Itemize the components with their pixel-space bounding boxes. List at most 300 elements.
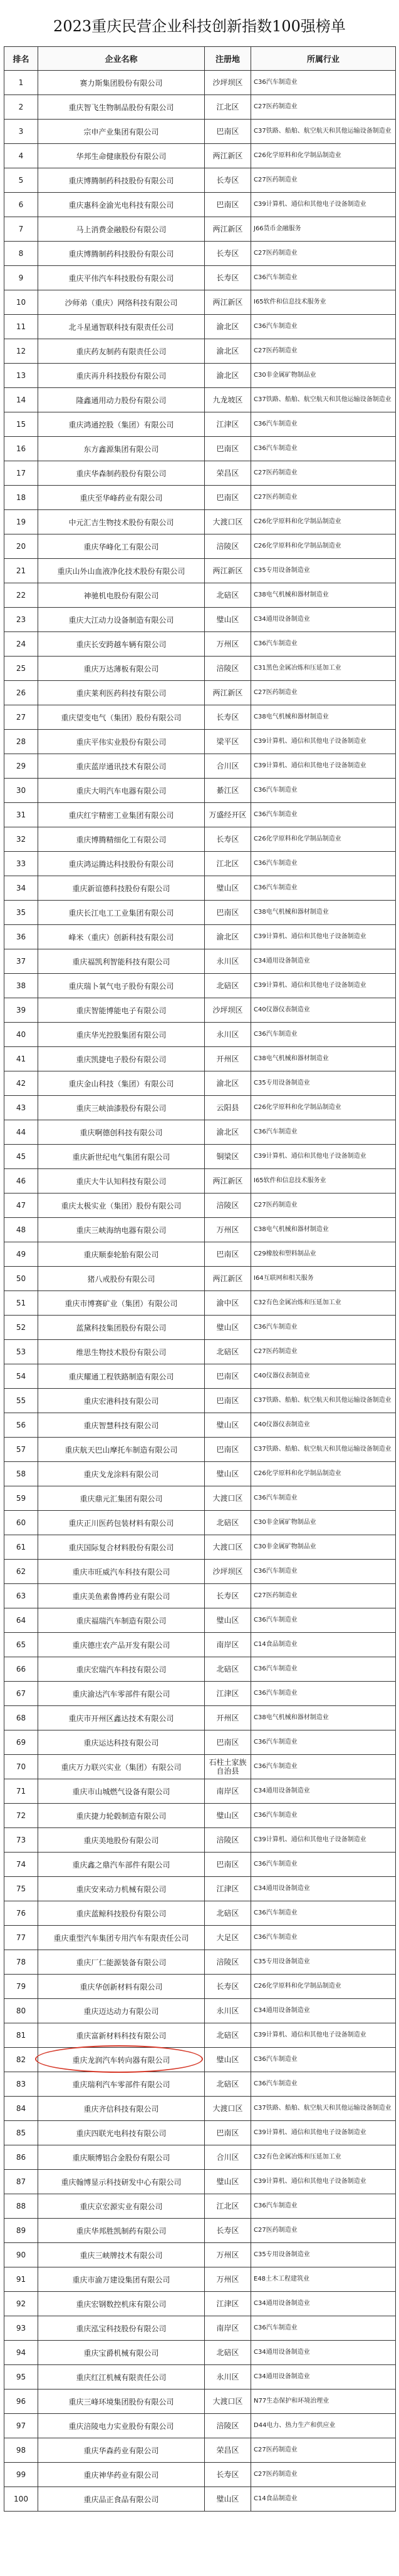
district-cell: 璧山区 bbox=[205, 2048, 251, 2072]
district-cell: 长寿区 bbox=[205, 266, 251, 290]
table-row bbox=[4, 339, 396, 364]
district-cell: 璧山区 bbox=[205, 1608, 251, 1633]
company-name-cell: 重庆翰博显示科技研发中心有限公司 bbox=[38, 2170, 205, 2194]
industry-cell: C26化学原料和化学制品制造业 bbox=[251, 1462, 396, 1486]
district-cell: 璧山区 bbox=[205, 608, 251, 632]
district-cell: 永川区 bbox=[205, 1999, 251, 2023]
table-row bbox=[4, 2097, 396, 2121]
rank-cell: 77 bbox=[4, 1926, 38, 1950]
company-name-cell: 中元汇吉生物技术股份有限公司 bbox=[38, 510, 205, 534]
district-cell: 荣昌区 bbox=[205, 461, 251, 486]
district-cell: 南岸区 bbox=[205, 1633, 251, 1657]
table-row bbox=[4, 1193, 396, 1218]
district-cell: 渝北区 bbox=[205, 364, 251, 388]
rank-cell: 30 bbox=[4, 779, 38, 803]
industry-cell: C39计算机、通信和其他电子设备制造业 bbox=[251, 2023, 396, 2048]
industry-cell: C27医药制造业 bbox=[251, 2438, 396, 2463]
table-row bbox=[4, 1291, 396, 1316]
district-cell: 巴南区 bbox=[205, 1389, 251, 1413]
header-industry: 所属行业 bbox=[251, 47, 396, 71]
industry-cell: C30非金属矿物制品业 bbox=[251, 1511, 396, 1535]
district-cell: 巴南区 bbox=[205, 1364, 251, 1389]
district-cell: 大渡口区 bbox=[205, 2389, 251, 2414]
industry-cell: C27医药制造业 bbox=[251, 242, 396, 266]
district-cell: 涪陵区 bbox=[205, 1828, 251, 1853]
rank-cell: 18 bbox=[4, 486, 38, 510]
company-name-cell: 重庆涪陵电力实业股份有限公司 bbox=[38, 2414, 205, 2438]
rank-cell: 24 bbox=[4, 632, 38, 657]
district-cell: 璧山区 bbox=[205, 1316, 251, 1340]
header-rank: 排名 bbox=[4, 47, 38, 71]
rank-cell: 98 bbox=[4, 2438, 38, 2463]
rank-cell: 85 bbox=[4, 2121, 38, 2145]
company-name-cell: 隆鑫通用动力股份有限公司 bbox=[38, 388, 205, 412]
rank-cell: 14 bbox=[4, 388, 38, 412]
rank-cell: 47 bbox=[4, 1193, 38, 1218]
rank-cell: 53 bbox=[4, 1340, 38, 1364]
table-row bbox=[4, 2487, 396, 2512]
rank-cell: 64 bbox=[4, 1608, 38, 1633]
table-row bbox=[4, 1950, 396, 1975]
industry-cell: C14食品制造业 bbox=[251, 2487, 396, 2512]
industry-cell: C36汽车制造业 bbox=[251, 412, 396, 437]
table-row bbox=[4, 1633, 396, 1657]
industry-cell: C37铁路、船舶、航空航天和其他运输设备制造业 bbox=[251, 2097, 396, 2121]
rank-cell: 28 bbox=[4, 730, 38, 754]
industry-cell: C26化学原料和化学制品制造业 bbox=[251, 510, 396, 534]
company-name-cell: 重庆顺博铝合金股份有限公司 bbox=[38, 2145, 205, 2170]
industry-cell: C39计算机、通信和其他电子设备制造业 bbox=[251, 974, 396, 998]
district-cell: 巴南区 bbox=[205, 2121, 251, 2145]
rank-cell: 91 bbox=[4, 2267, 38, 2292]
rank-cell: 84 bbox=[4, 2097, 38, 2121]
company-name-cell: 重庆平伟汽车科技股份有限公司 bbox=[38, 266, 205, 290]
table-row bbox=[4, 1828, 396, 1853]
industry-cell: C30非金属矿物制品业 bbox=[251, 1535, 396, 1560]
table-row bbox=[4, 1511, 396, 1535]
district-cell: 渝北区 bbox=[205, 925, 251, 949]
table-row bbox=[4, 925, 396, 949]
rank-cell: 78 bbox=[4, 1950, 38, 1975]
table-row bbox=[4, 364, 396, 388]
table-row bbox=[4, 998, 396, 1023]
industry-cell: C40仪器仪表制造业 bbox=[251, 998, 396, 1023]
rank-cell: 19 bbox=[4, 510, 38, 534]
rank-cell: 8 bbox=[4, 242, 38, 266]
company-name-cell: 沙师弟（重庆）网络科技有限公司 bbox=[38, 290, 205, 315]
district-cell: 永川区 bbox=[205, 2365, 251, 2389]
company-name-cell: 重庆宝爵机械有限公司 bbox=[38, 2341, 205, 2365]
district-cell: 合川区 bbox=[205, 754, 251, 779]
company-name-cell: 马上消费金融股份有限公司 bbox=[38, 217, 205, 242]
district-cell: 璧山区 bbox=[205, 2487, 251, 2512]
industry-cell: C27医药制造业 bbox=[251, 461, 396, 486]
company-name-cell: 重庆鸿运腾达科技股份有限公司 bbox=[38, 852, 205, 876]
company-name-cell: 重庆新世纪电气集团有限公司 bbox=[38, 1145, 205, 1169]
industry-cell: C27医药制造业 bbox=[251, 95, 396, 120]
rank-cell: 16 bbox=[4, 437, 38, 461]
industry-cell: C29橡胶和塑料制品业 bbox=[251, 1242, 396, 1267]
rank-cell: 70 bbox=[4, 1755, 38, 1779]
industry-cell: C36汽车制造业 bbox=[251, 852, 396, 876]
company-name-cell: 重庆莱利医药科技有限公司 bbox=[38, 681, 205, 705]
company-name-cell: 重庆长江电工工业集团有限公司 bbox=[38, 901, 205, 925]
company-name-cell: 重庆瑞卜氧气电子股份有限公司 bbox=[38, 974, 205, 998]
table-row bbox=[4, 657, 396, 681]
rank-cell: 43 bbox=[4, 1096, 38, 1120]
district-cell: 沙坪坝区 bbox=[205, 71, 251, 95]
industry-cell: C36汽车制造业 bbox=[251, 1901, 396, 1926]
rank-cell: 51 bbox=[4, 1291, 38, 1316]
rank-cell: 23 bbox=[4, 608, 38, 632]
table-row bbox=[4, 217, 396, 242]
company-name-cell: 重庆博腾精细化工有限公司 bbox=[38, 827, 205, 852]
district-cell: 万州区 bbox=[205, 2243, 251, 2267]
rank-cell: 83 bbox=[4, 2072, 38, 2097]
company-name-cell: 重庆华峰化工有限公司 bbox=[38, 534, 205, 559]
rank-cell: 27 bbox=[4, 705, 38, 730]
rank-cell: 100 bbox=[4, 2487, 38, 2512]
industry-cell: C27医药制造业 bbox=[251, 2219, 396, 2243]
company-name-cell: 重庆品正食品有限公司 bbox=[38, 2487, 205, 2512]
rank-cell: 62 bbox=[4, 1560, 38, 1584]
rank-cell: 59 bbox=[4, 1486, 38, 1511]
company-name-cell: 重庆京宏源实业有限公司 bbox=[38, 2194, 205, 2219]
table-header-row bbox=[4, 47, 396, 71]
company-name-cell: 重庆市开州区鑫达技术有限公司 bbox=[38, 1706, 205, 1730]
rank-cell: 92 bbox=[4, 2292, 38, 2316]
district-cell: 长寿区 bbox=[205, 242, 251, 266]
rank-cell: 33 bbox=[4, 852, 38, 876]
table-row bbox=[4, 1242, 396, 1267]
company-name-cell: 重庆博腾制药科技股份有限公司 bbox=[38, 242, 205, 266]
rank-cell: 13 bbox=[4, 364, 38, 388]
company-name-cell: 重庆博腾制药科技股份有限公司 bbox=[38, 168, 205, 193]
table-row bbox=[4, 1120, 396, 1145]
table-row bbox=[4, 388, 396, 412]
district-cell: 南岸区 bbox=[205, 1779, 251, 1804]
district-cell: 北碚区 bbox=[205, 1511, 251, 1535]
company-name-cell: 神驰机电股份有限公司 bbox=[38, 583, 205, 608]
industry-cell: C27医药制造业 bbox=[251, 1584, 396, 1608]
table-row bbox=[4, 1316, 396, 1340]
table-row bbox=[4, 1682, 396, 1706]
table-row bbox=[4, 949, 396, 974]
company-name-cell: 重庆再升科技股份有限公司 bbox=[38, 364, 205, 388]
company-name-cell: 重庆大牛认知科技有限公司 bbox=[38, 1169, 205, 1193]
company-name-cell: 重庆戈龙涂料有限公司 bbox=[38, 1462, 205, 1486]
table-row bbox=[4, 1706, 396, 1730]
rank-cell: 45 bbox=[4, 1145, 38, 1169]
rank-cell: 22 bbox=[4, 583, 38, 608]
industry-cell: C40仪器仪表制造业 bbox=[251, 1413, 396, 1438]
table-row bbox=[4, 1023, 396, 1047]
industry-cell: C27医药制造业 bbox=[251, 1340, 396, 1364]
company-name-cell: 重庆华创新材料有限公司 bbox=[38, 1975, 205, 1999]
industry-cell: C36汽车制造业 bbox=[251, 1682, 396, 1706]
company-name-cell: 重庆智慧科技有限公司 bbox=[38, 1413, 205, 1438]
table-row bbox=[4, 2194, 396, 2219]
table-row bbox=[4, 1584, 396, 1608]
rank-cell: 79 bbox=[4, 1975, 38, 1999]
rank-cell: 73 bbox=[4, 1828, 38, 1853]
industry-cell: C36汽车制造业 bbox=[251, 1755, 396, 1779]
industry-cell: C32有色金属冶炼和压延加工业 bbox=[251, 1291, 396, 1316]
table-row bbox=[4, 193, 396, 217]
company-name-cell: 重庆美地股份有限公司 bbox=[38, 1828, 205, 1853]
industry-cell: C36汽车制造业 bbox=[251, 2194, 396, 2219]
company-name-cell: 峰米（重庆）创新科技有限公司 bbox=[38, 925, 205, 949]
industry-cell: C36汽车制造业 bbox=[251, 437, 396, 461]
company-name-cell: 重庆凯捷电子股份有限公司 bbox=[38, 1047, 205, 1071]
company-name-cell: 重庆市博赛矿业（集团）有限公司 bbox=[38, 1291, 205, 1316]
industry-cell: C36汽车制造业 bbox=[251, 803, 396, 827]
industry-cell: C36汽车制造业 bbox=[251, 266, 396, 290]
district-cell: 梁平区 bbox=[205, 730, 251, 754]
rank-cell: 72 bbox=[4, 1804, 38, 1828]
rank-cell: 66 bbox=[4, 1657, 38, 1682]
industry-cell: C36汽车制造业 bbox=[251, 1023, 396, 1047]
industry-cell: C36汽车制造业 bbox=[251, 1853, 396, 1877]
table-row bbox=[4, 534, 396, 559]
company-name-cell: 重庆迈达动力有限公司 bbox=[38, 1999, 205, 2023]
table-row bbox=[4, 120, 396, 144]
industry-cell: C39计算机、通信和其他电子设备制造业 bbox=[251, 1145, 396, 1169]
rank-cell: 89 bbox=[4, 2219, 38, 2243]
company-name-cell: 重庆平伟实业股份有限公司 bbox=[38, 730, 205, 754]
table-row bbox=[4, 266, 396, 290]
industry-cell: C36汽车制造业 bbox=[251, 1730, 396, 1755]
table-row bbox=[4, 315, 396, 339]
industry-cell: C34通用设备制造业 bbox=[251, 2292, 396, 2316]
company-name-cell: 重庆耀通工程铁路制造有限公司 bbox=[38, 1364, 205, 1389]
company-name-cell: 重庆美鱼素鲁博药业有限公司 bbox=[38, 1584, 205, 1608]
table-row bbox=[4, 1901, 396, 1926]
district-cell: 荣昌区 bbox=[205, 2438, 251, 2463]
rank-cell: 6 bbox=[4, 193, 38, 217]
district-cell: 巴南区 bbox=[205, 437, 251, 461]
company-name-cell: 重庆齐信科技有限公司 bbox=[38, 2097, 205, 2121]
company-name-cell: 重庆泓宝科技股份有限公司 bbox=[38, 2316, 205, 2341]
industry-cell: C35专用设备制造业 bbox=[251, 1071, 396, 1096]
company-name-cell: 重庆药友制药有限责任公司 bbox=[38, 339, 205, 364]
industry-cell: C36汽车制造业 bbox=[251, 1608, 396, 1633]
company-name-cell: 重庆华邦胜凯制药有限公司 bbox=[38, 2219, 205, 2243]
table-row bbox=[4, 2463, 396, 2487]
company-name-cell: 重庆四联光电科技有限公司 bbox=[38, 2121, 205, 2145]
table-row bbox=[4, 1438, 396, 1462]
table-row bbox=[4, 1364, 396, 1389]
table-row bbox=[4, 779, 396, 803]
rank-cell: 52 bbox=[4, 1316, 38, 1340]
table-body bbox=[4, 71, 396, 2512]
district-cell: 北碚区 bbox=[205, 974, 251, 998]
district-cell: 南岸区 bbox=[205, 2316, 251, 2341]
company-name-cell: 重庆运达科技有限公司 bbox=[38, 1730, 205, 1755]
district-cell: 北碚区 bbox=[205, 1340, 251, 1364]
table-row bbox=[4, 290, 396, 315]
industry-cell: C27医药制造业 bbox=[251, 168, 396, 193]
district-cell: 两江新区 bbox=[205, 144, 251, 168]
district-cell: 渝北区 bbox=[205, 315, 251, 339]
rank-cell: 36 bbox=[4, 925, 38, 949]
district-cell: 渝中区 bbox=[205, 1291, 251, 1316]
industry-cell: C39计算机、通信和其他电子设备制造业 bbox=[251, 925, 396, 949]
company-name-cell: 重庆宏港科技有限公司 bbox=[38, 1389, 205, 1413]
table-row bbox=[4, 852, 396, 876]
rank-cell: 86 bbox=[4, 2145, 38, 2170]
table-row bbox=[4, 144, 396, 168]
industry-cell: C36汽车制造业 bbox=[251, 315, 396, 339]
company-name-cell: 猪八戒股份有限公司 bbox=[38, 1267, 205, 1291]
company-name-cell: 重庆国际复合材料股份有限公司 bbox=[38, 1535, 205, 1560]
district-cell: 璧山区 bbox=[205, 876, 251, 901]
company-name-cell: 重庆金山科技（集团）有限公司 bbox=[38, 1071, 205, 1096]
table-row bbox=[4, 2243, 396, 2267]
table-row bbox=[4, 632, 396, 657]
industry-cell: C38电气机械和器材制造业 bbox=[251, 1047, 396, 1071]
district-cell: 长寿区 bbox=[205, 2219, 251, 2243]
district-cell: 巴南区 bbox=[205, 120, 251, 144]
company-name-cell: 重庆富新材料科技有限公司 bbox=[38, 2023, 205, 2048]
district-cell: 两江新区 bbox=[205, 559, 251, 583]
industry-cell: C36汽车制造业 bbox=[251, 2316, 396, 2341]
industry-cell: C30非金属矿物制品业 bbox=[251, 364, 396, 388]
rank-cell: 87 bbox=[4, 2170, 38, 2194]
district-cell: 江津区 bbox=[205, 2292, 251, 2316]
table-row bbox=[4, 2219, 396, 2243]
rank-cell: 67 bbox=[4, 1682, 38, 1706]
table-row bbox=[4, 1853, 396, 1877]
rank-cell: 10 bbox=[4, 290, 38, 315]
district-cell: 沙坪坝区 bbox=[205, 1560, 251, 1584]
district-cell: 大足区 bbox=[205, 1926, 251, 1950]
company-name-cell: 维思生物技术股份有限公司 bbox=[38, 1340, 205, 1364]
table-row bbox=[4, 1804, 396, 1828]
district-cell: 江津区 bbox=[205, 1877, 251, 1901]
rank-cell: 31 bbox=[4, 803, 38, 827]
table-row bbox=[4, 168, 396, 193]
industry-cell: C34通用设备制造业 bbox=[251, 1999, 396, 2023]
industry-cell: C37铁路、船舶、航空航天和其他运输设备制造业 bbox=[251, 1389, 396, 1413]
company-name-cell: 重庆啊德创科技有限公司 bbox=[38, 1120, 205, 1145]
header-company-name: 企业名称 bbox=[38, 47, 205, 71]
table-row bbox=[4, 559, 396, 583]
industry-cell: C34通用设备制造业 bbox=[251, 2341, 396, 2365]
rank-cell: 90 bbox=[4, 2243, 38, 2267]
table-row bbox=[4, 1462, 396, 1486]
table-row bbox=[4, 2341, 396, 2365]
rank-cell: 65 bbox=[4, 1633, 38, 1657]
company-name-cell: 重庆华光控股集团有限公司 bbox=[38, 1023, 205, 1047]
rank-cell: 61 bbox=[4, 1535, 38, 1560]
table-row bbox=[4, 2438, 396, 2463]
rank-cell: 37 bbox=[4, 949, 38, 974]
table-row bbox=[4, 1560, 396, 1584]
district-cell: 沙坪坝区 bbox=[205, 998, 251, 1023]
industry-cell: I64互联网和相关服务 bbox=[251, 1267, 396, 1291]
industry-cell: C36汽车制造业 bbox=[251, 632, 396, 657]
industry-cell: C36汽车制造业 bbox=[251, 876, 396, 901]
industry-cell: C27医药制造业 bbox=[251, 339, 396, 364]
header-district: 注册地 bbox=[205, 47, 251, 71]
table-row bbox=[4, 754, 396, 779]
company-name-cell: 重庆万达薄板有限公司 bbox=[38, 657, 205, 681]
rank-cell: 68 bbox=[4, 1706, 38, 1730]
industry-cell: C34通用设备制造业 bbox=[251, 608, 396, 632]
table-row bbox=[4, 1730, 396, 1755]
table-row bbox=[4, 608, 396, 632]
district-cell: 涪陵区 bbox=[205, 1950, 251, 1975]
company-name-cell: 重庆智能博能电子有限公司 bbox=[38, 998, 205, 1023]
industry-cell: C37铁路、船舶、航空航天和其他运输设备制造业 bbox=[251, 1438, 396, 1462]
table-row bbox=[4, 1071, 396, 1096]
rank-cell: 55 bbox=[4, 1389, 38, 1413]
rank-cell: 3 bbox=[4, 120, 38, 144]
industry-cell: C34通用设备制造业 bbox=[251, 1877, 396, 1901]
district-cell: 巴南区 bbox=[205, 486, 251, 510]
table-row bbox=[4, 1096, 396, 1120]
district-cell: 江津区 bbox=[205, 412, 251, 437]
company-name-cell: 重庆顺泰轮胎有限公司 bbox=[38, 1242, 205, 1267]
company-name-cell: 重庆市旺威汽车科技有限公司 bbox=[38, 1560, 205, 1584]
rank-cell: 50 bbox=[4, 1267, 38, 1291]
district-cell: 长寿区 bbox=[205, 827, 251, 852]
company-name-cell: 重庆山外山血液净化技术股份有限公司 bbox=[38, 559, 205, 583]
rank-cell: 56 bbox=[4, 1413, 38, 1438]
industry-cell: C26化学原料和化学制品制造业 bbox=[251, 1975, 396, 1999]
district-cell: 长寿区 bbox=[205, 1975, 251, 1999]
table-row bbox=[4, 1535, 396, 1560]
industry-cell: C26化学原料和化学制品制造业 bbox=[251, 1096, 396, 1120]
district-cell: 璧山区 bbox=[205, 1462, 251, 1486]
table-row bbox=[4, 2267, 396, 2292]
table-row bbox=[4, 705, 396, 730]
table-row bbox=[4, 2072, 396, 2097]
district-cell: 江北区 bbox=[205, 852, 251, 876]
industry-cell: C38电气机械和器材制造业 bbox=[251, 705, 396, 730]
district-cell: 长寿区 bbox=[205, 2463, 251, 2487]
company-name-cell: 重庆厂仁能源装备有限公司 bbox=[38, 1950, 205, 1975]
company-name-cell: 重庆鼎元汇集团有限公司 bbox=[38, 1486, 205, 1511]
rank-cell: 58 bbox=[4, 1462, 38, 1486]
district-cell: 万州区 bbox=[205, 632, 251, 657]
table-row bbox=[4, 1145, 396, 1169]
industry-cell: C40仪器仪表制造业 bbox=[251, 1364, 396, 1389]
industry-cell: C32有色金属冶炼和压延加工业 bbox=[251, 2145, 396, 2170]
table-row bbox=[4, 2292, 396, 2316]
table-row bbox=[4, 461, 396, 486]
company-name-cell: 重庆市渝万建设集团有限公司 bbox=[38, 2267, 205, 2292]
industry-cell: C14食品制造业 bbox=[251, 1633, 396, 1657]
district-cell: 大渡口区 bbox=[205, 1535, 251, 1560]
company-name-cell: 重庆智飞生物制品股份有限公司 bbox=[38, 95, 205, 120]
rank-cell: 7 bbox=[4, 217, 38, 242]
company-name-cell: 重庆福凯利智能科技有限公司 bbox=[38, 949, 205, 974]
table-row bbox=[4, 1267, 396, 1291]
industry-cell: C27医药制造业 bbox=[251, 1193, 396, 1218]
table-row bbox=[4, 1047, 396, 1071]
table-row bbox=[4, 412, 396, 437]
rank-cell: 57 bbox=[4, 1438, 38, 1462]
rank-cell: 88 bbox=[4, 2194, 38, 2219]
district-cell: 两江新区 bbox=[205, 681, 251, 705]
table-row bbox=[4, 583, 396, 608]
industry-cell: C37铁路、船舶、航空航天和其他运输设备制造业 bbox=[251, 120, 396, 144]
industry-cell: C39计算机、通信和其他电子设备制造业 bbox=[251, 730, 396, 754]
district-cell: 万州区 bbox=[205, 2267, 251, 2292]
rank-cell: 54 bbox=[4, 1364, 38, 1389]
